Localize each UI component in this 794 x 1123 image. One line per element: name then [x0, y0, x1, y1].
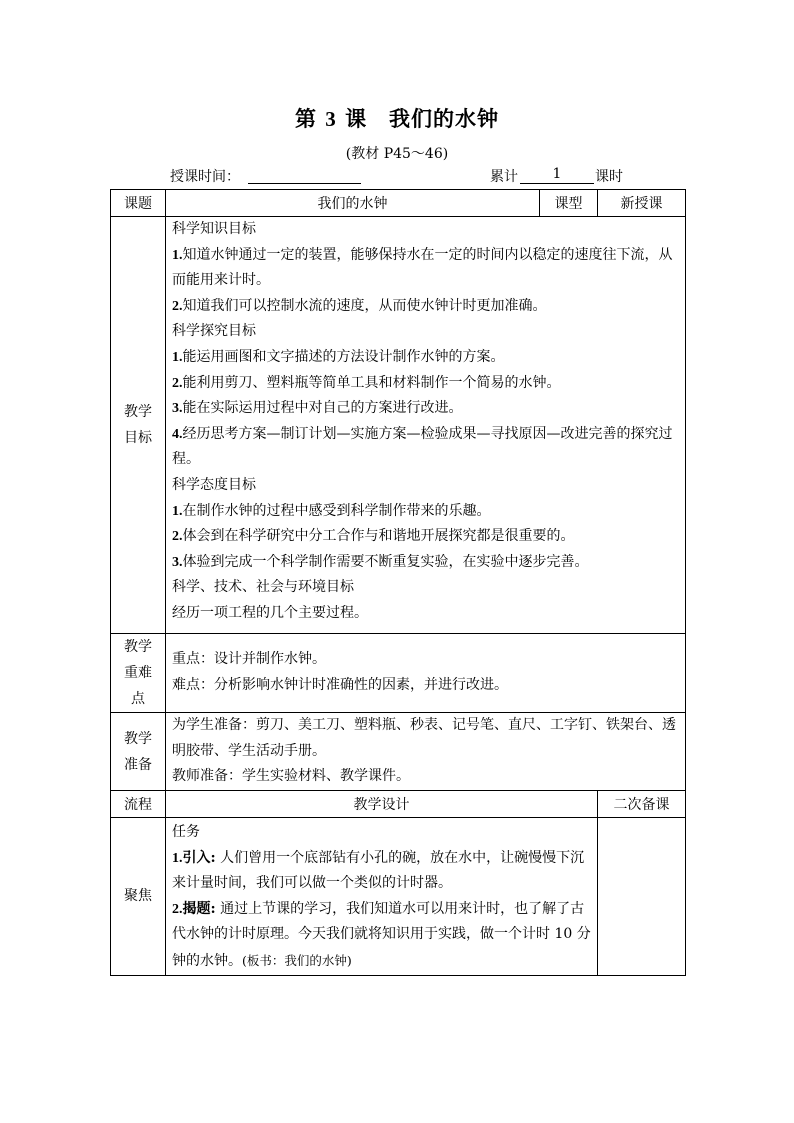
goal-item-text: 经历一项工程的几个主要过程。	[172, 604, 368, 621]
title-number: 3	[325, 107, 337, 131]
time-blank	[248, 183, 361, 184]
goal-item-number: 3.	[172, 401, 183, 417]
item-1-heading: 引入:	[182, 849, 216, 866]
second-prep-cell	[598, 818, 686, 976]
focus-label: 聚焦	[111, 818, 166, 976]
goal-item-number: 2.	[172, 529, 183, 545]
type-value: 新授课	[598, 190, 686, 217]
focus-item-1	[172, 846, 593, 897]
teacher-prep: 教师准备：学生实验材料、教学课件。	[172, 768, 410, 785]
goal-item-text: 在制作水钟的过程中感受到科学制作带来的乐趣。	[182, 502, 491, 519]
goals-content	[166, 217, 686, 634]
goal-item-text: 能在实际运用过程中对自己的方案进行改进。	[182, 400, 463, 417]
goal-item-text: 知道水钟通过一定的装置，能够保持水在一定的时间内以稳定的速度往下流，从而能用来计时。	[172, 246, 673, 289]
row-topic	[111, 190, 686, 217]
goal-item	[172, 345, 681, 371]
goal-item-text: 科学探究目标	[172, 323, 256, 340]
focus-content	[166, 818, 598, 976]
row-key-points	[111, 634, 686, 713]
total-value: 1	[552, 166, 562, 182]
item-2-number: 2.	[172, 901, 183, 917]
goals-label	[111, 217, 166, 634]
prep-label	[111, 713, 166, 791]
goal-item-text: 经历思考方案—制订计划—实施方案—检验成果—寻找原因—改进完善的探究过程。	[172, 425, 673, 468]
goal-item	[172, 371, 681, 397]
design-label: 教学设计	[166, 791, 598, 818]
lesson-meta	[170, 166, 640, 188]
row-goals	[111, 217, 686, 634]
key-label-line-1: 教学	[124, 639, 152, 655]
goal-item-text: 能运用画图和文字描述的方法设计制作水钟的方案。	[182, 348, 505, 365]
row-focus	[111, 818, 686, 976]
goal-item-number: 2.	[172, 375, 183, 391]
page-title	[0, 103, 794, 133]
task-label: 任务	[172, 824, 200, 840]
goal-item-text: 科学、技术、社会与环境目标	[172, 579, 354, 596]
prep-label-line-1: 教学	[124, 730, 152, 747]
item-1-text: 人们曾用一个底部钻有小孔的碗，放在水中，让碗慢慢下沉来计量时间，我们可以做一个类似的计时器。	[172, 849, 585, 892]
item-2-heading: 揭题:	[182, 900, 216, 917]
row-flow-header	[111, 791, 686, 818]
goal-item-text: 体会到在科学研究中分工合作与和谐地开展探究都是很重要的。	[182, 528, 575, 545]
prep-label-line-2: 准备	[124, 756, 152, 773]
goals-label-line-1: 教学	[124, 404, 152, 420]
key-point: 重点：设计并制作水钟。	[172, 651, 326, 668]
goal-item	[172, 294, 681, 320]
item-2-text: 通过上节课的学习，我们知道水可以用来计时，也了解了古代水钟的计时原理。今天我们就将知识用于实践，做一个计时 10 分钟的水钟。	[172, 900, 591, 969]
key-content	[166, 634, 686, 713]
goal-item-text: 科学知识目标	[172, 221, 256, 237]
period-label: 课时	[595, 169, 623, 185]
key-label-line-3: 点	[131, 691, 145, 707]
goal-heading	[172, 473, 681, 499]
goal-item-number: 1.	[172, 349, 183, 365]
item-1-number: 1.	[172, 850, 183, 866]
key-label-line-2: 重难	[124, 665, 152, 681]
second-label: 二次备课	[598, 791, 686, 818]
goal-item	[172, 243, 681, 294]
title-suffix: 课 我们的水钟	[345, 106, 500, 131]
title-prefix: 第	[294, 106, 317, 131]
goal-item	[172, 396, 681, 422]
page-subtitle: (教材 P45～46)	[345, 146, 449, 162]
topic-value: 我们的水钟	[166, 190, 540, 217]
goal-item	[172, 499, 681, 525]
prep-content	[166, 713, 686, 791]
goal-item-number: 3.	[172, 554, 183, 570]
focus-item-2	[172, 897, 593, 975]
item-2-note: (板书：我们的水钟)	[242, 952, 352, 968]
goal-item-text: 能利用剪刀、塑料瓶等简单工具和材料制作一个简易的水钟。	[182, 374, 561, 391]
key-label	[111, 634, 166, 713]
goal-heading	[172, 601, 681, 627]
topic-label: 课题	[111, 190, 166, 217]
row-preparation	[111, 713, 686, 791]
total-blank	[520, 183, 594, 184]
goal-item-text: 体验到完成一个科学制作需要不断重复实验，在实验中逐步完善。	[182, 553, 589, 570]
goal-heading	[172, 319, 681, 345]
goal-item-text: 科学态度目标	[172, 476, 256, 493]
goal-item-number: 1.	[172, 503, 183, 519]
goals-label-line-2: 目标	[124, 430, 152, 446]
flow-label: 流程	[111, 791, 166, 818]
goal-heading	[172, 575, 681, 601]
goal-item	[172, 422, 681, 473]
lesson-table	[110, 189, 686, 976]
goal-item-number: 2.	[172, 298, 183, 314]
goal-heading	[172, 217, 681, 243]
goals-list	[172, 217, 681, 627]
goal-item-number: 4.	[172, 426, 183, 442]
type-label: 课型	[540, 190, 598, 217]
student-prep: 为学生准备：剪刀、美工刀、塑料瓶、秒表、记号笔、直尺、工字钉、铁架台、透明胶带、学生活动手册。	[172, 717, 676, 759]
goal-item	[172, 550, 681, 576]
goal-item-number: 1.	[172, 247, 183, 263]
total-label: 累计	[490, 169, 518, 185]
time-label: 授课时间：	[170, 169, 240, 185]
goal-item	[172, 524, 681, 550]
goal-item-text: 知道我们可以控制水流的速度，从而使水钟计时更加准确。	[182, 297, 547, 314]
difficult-point: 难点：分析影响水钟计时准确性的因素，并进行改进。	[172, 677, 508, 693]
